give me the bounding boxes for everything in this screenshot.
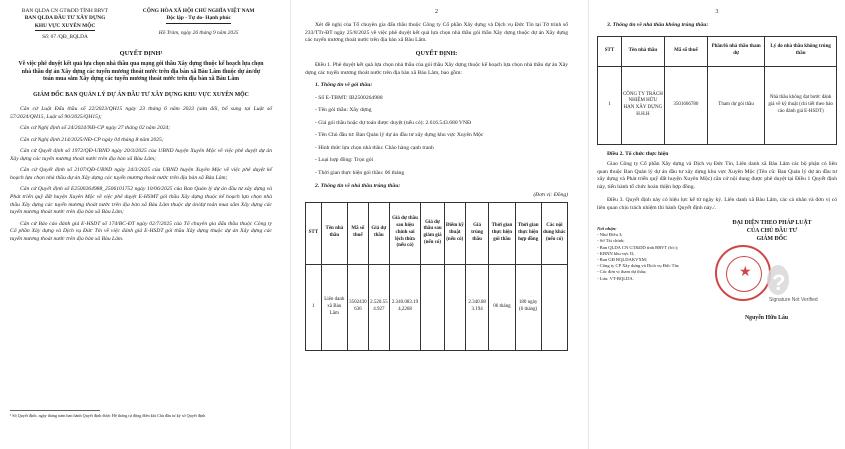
agency-name-line2: KHU VỰC XUYÊN MỘC [35,23,96,31]
column-header: STT [598,36,622,66]
country-name: CỘNG HÒA XÃ HỘI CHỦ NGHĨA VIỆT NAM [142,8,255,14]
column-header: Thời gian thực hiện hợp đồng [515,202,541,264]
document-page-3 [588,0,845,449]
footnote [10,410,206,419]
section-3-heading: 3. Thông tin về nhà thầu không trúng thầu: [607,22,709,29]
column-header: Giá dự thầu sau hiệu chỉnh sai lệch thừa (nếu có) [389,202,420,264]
table-cell [444,264,465,350]
column-header: Giá trúng thầu [465,202,489,264]
column-header: Thời gian thực hiện gói thầu [489,202,515,264]
info-line: - Loại hợp đồng: Trọn gói [315,157,374,164]
package-info [305,95,568,178]
column-header: Mã số thuế [664,36,707,66]
signature-status: Signature Not Verified [769,297,818,304]
losing-bidder-table [597,36,837,145]
table-row [306,264,568,350]
table-cell: 2.340.083.194,2268 [389,264,420,350]
basis-item: Căn cứ Quyết định số 2107/QĐ-UBND ngày 24/3/2025 của UBND huyện Xuyên Mộc về việc phê duyệt kế hoạch lựa chọn nhà thầu dự án Xây dựng các tuyến mương thoát nước trên địa bàn xã Bàu Lâm; [10,167,272,181]
table-cell: 3501666780 [664,66,707,144]
table-cell: Nhà thầu không đạt bước đánh giá về kỹ thuật (chi tiết theo báo cáo đánh giá E-HSDT) [765,66,837,144]
basis-item: Căn cứ Báo cáo đánh giá E-HSDT số 174/BC-ĐT ngày 02/7/2025 của Tổ chuyên gia đấu thầu thuộc Công ty Cổ phần Xây dựng và Dịch vụ Đức Tín về việc đánh giá E-HSDT gói thầu Xây dựng thuộc dự án Xây dựng các tuyến mương thoát nước trên địa bàn xã Bàu Lâm. [10,220,272,242]
table-cell: 1 [598,66,622,144]
national-motto [125,8,272,41]
document-number: Số: 07 /QĐ_BQLDA [42,33,88,40]
issue-date: Hồ Tràm, ngày 26 tháng 9 năm 2025 [158,29,239,36]
issuing-agency [10,8,120,41]
unit-note: (Đơn vị: Đồng) [533,192,568,199]
recipient-item: - Sở Tài chính; [597,238,625,244]
authority-line: GIÁM ĐỐC BAN QUẢN LÝ DỰ ÁN ĐẦU TƯ XÂY DỰNG KHU VỰC XUYÊN MỘC [33,92,249,99]
document-page-1 [0,0,282,449]
info-line: - Tên gói thầu: Xây dựng [315,107,372,114]
decision-title: QUYẾT ĐỊNH¹ [119,50,163,58]
info-line: - Giá gói thầu hoặc dự toán được duyệt (nếu có): 2.616.543.680 VNĐ [315,119,472,126]
signer-title: CỦA CHỦ ĐẦU TƯ [746,227,798,234]
column-header: Mã số thuế [347,202,368,264]
column-header: Lý do nhà thầu không trúng thầu [765,36,837,66]
recipient-item: - Như Điều 3; [597,232,623,238]
column-header: Điểm kỹ thuật (nếu có) [444,202,465,264]
signature-unverified-icon [767,265,789,295]
footnote-text: ¹ Số Quyết định, ngày tháng năm ban hành Quyết định được Hệ thống tự động điền khi Chủ đầu tư ký số Quyết định [10,413,206,419]
table-cell: 2.340.083.194 [465,264,489,350]
column-header: STT [306,202,322,264]
recipient-item: - Lưu: VT-BQLDA. [597,275,634,281]
column-header: Tên nhà thầu [321,202,347,264]
legal-bases [10,106,272,243]
recipient-item: - Công ty CP Xây dựng và Dịch vụ Đức Tín; [597,263,680,269]
column-header: Giá dự thầu sau giảm giá (nếu có) [421,202,445,264]
table-cell: Tham dự gói thầu [707,66,764,144]
table-cell: 180 ngày (6 tháng) [515,264,541,350]
signature-block [707,220,837,329]
signer-name: Nguyễn Hữu Lâu [745,315,789,322]
parent-agency: BAN QLDA CN GT&DD TỈNH BRVT [21,8,109,14]
table-cell: CÔNG TY TRÁCH NHIỆM HỮU HẠN XÂY DỰNG H.H.H [621,66,664,144]
table-header-row [598,36,837,66]
recipient-item: - Các đơn vị tham dự thầu; [597,269,647,275]
table-cell: 3502430636 [347,264,368,350]
basis-item: Căn cứ Luật Đấu thầu số 22/2023/QH15 ngày 23 tháng 6 năm 2023 (sửa đổi, bổ sung tại Luật số 57/2024/QH15, Luật số 90/2025/QH15); [10,106,272,120]
article-2-heading: Điều 2. Tổ chức thực hiện [607,150,669,157]
recipient-item: - KBNN khu vực II; [597,250,635,256]
star-icon: ★ [739,265,752,281]
page-number: 2 [435,9,438,15]
signer-title: ĐẠI DIỆN THEO PHÁP LUẬT [732,220,812,226]
info-line: - Tên Chủ đầu tư: Ban Quản lý dự án đầu tư xây dựng khu vực Xuyên Mộc [315,132,484,139]
column-header: Tên nhà thầu [621,36,664,66]
column-header: Các nội dung khác (nếu có) [541,202,567,264]
table-cell: 2.520.554.927 [368,264,389,350]
basis-item: Căn cứ Nghị định 214/2025/NĐ-CP ngày 04 tháng 8 năm 2025; [20,136,164,143]
basis-item: Căn cứ Quyết định số 1972/QĐ-UBND ngày 20/3/2025 của UBND huyện Xuyên Mộc về việc phê duyệt dự án Xây dựng các tuyến mương thoát nước trên địa bàn xã Bàu Lâm; [10,148,272,162]
table-cell [421,264,445,350]
section-2-heading: 2. Thông tin về nhà thầu trúng thầu: [315,182,401,189]
page-number: 3 [715,9,719,15]
motto: Độc lập - Tự do- Hạnh phúc [166,15,231,23]
table-cell: 06 tháng [489,264,515,350]
recipients-label: Nơi nhận: [597,226,617,231]
decision-heading: QUYẾT ĐỊNH: [415,49,458,57]
document-page-2 [290,0,580,449]
info-line: - Hình thức lựa chọn nhà thầu: Chào hàng cạnh tranh [315,144,434,151]
table-cell: 1 [306,264,322,350]
info-line: - Số E-TBMT: IB2500264988 [315,94,383,101]
official-seal [715,245,771,301]
recipients-list [597,226,707,282]
info-line: - Thời gian thực hiện gói thầu: 06 tháng [315,170,405,177]
column-header: Giá dự thầu [368,202,389,264]
column-header: Phần/lô nhà thầu tham dự [707,36,764,66]
table-row [598,66,837,144]
table-cell: Liên danh xã Bàu Lâm [321,264,347,350]
table-header-row [306,202,568,264]
document-header [10,8,272,41]
article-2-text: Giao Công ty Cổ phần Xây dựng và Dịch vụ Đức Tín, Liên danh xã Bàu Lâm các bộ phận có liên quan thuộc Ban Quản lý dự án đầu tư xây dựng khu vực Xuyên Mộc (Tên cũ: Ban Quản lý dự án đầu tư xây dựng và Phát triển quỹ đất huyện Xuyên Mộc) căn cứ nội dung được phê duyệt tại Điều 1 Quyết định này, tiến hành tổ chức hoàn thiện hợp đồng. [597,161,837,190]
recipient-item: - Ban QLDA CN GT&DD tỉnh BRVT (b/c); [597,244,679,250]
article-1: Điều 1. Phê duyệt kết quả lựa chọn nhà thầu của gói thầu Xây dựng thuộc kế hoạch lựa chọn nhà thầu dự án Xây dựng các tuyến mương thoát nước trên địa bàn xã Bàu Lâm, bao gồm: [305,62,568,76]
intro-paragraph: Xét đề nghị của Tổ chuyên gia đấu thầu thuộc Công ty Cổ phần Xây dựng và Dịch vụ Đức Tín tại Tờ trình số 233/TTr-ĐT ngày 25/8/2025 về việc phê duyệt kết quả lựa chọn nhà thầu gói thầu Xây dựng thuộc dự án Xây dựng các tuyến mương thoát nước trên địa bàn xã Bàu Lâm. [305,22,568,44]
agency-name-line1: BAN QLDA ĐẦU TƯ XÂY DỰNG [24,15,106,22]
article-3: Điều 3. Quyết định này có hiệu lực kể từ ngày ký. Liên danh xã Bàu Lâm, các cá nhân và đơn vị có liên quan chịu trách nhiệm thi hành Quyết định này./. [597,197,837,211]
section-1-heading: 1. Thông tin về gói thầu: [315,82,373,89]
basis-item: Căn cứ Nghị định số 24/2024/NĐ-CP ngày 27 tháng 02 năm 2024; [20,125,171,132]
basis-item: Căn cứ Quyết định số E2500264988_2506101752 ngày 10/06/2025 của Ban Quản lý dự án đầu tư xây dựng và Phát triển quỹ đất huyện Xuyên Mộc về việc phê duyệt E-HSMT gói thầu Xây dựng thuộc kế hoạch lựa chọn nhà thầu Xây dựng các tuyến mương thoát nước trên địa bàn xã Bàu Lâm thuộc dự án/dự toán mua sắm Xây dựng các tuyến mương thoát nước trên địa bàn xã Bàu Lâm; [10,186,272,216]
signer-title: GIÁM ĐỐC [756,235,788,242]
table-cell [541,264,567,350]
winning-bidder-table [305,202,568,351]
decision-subject: Về việc phê duyệt kết quả lựa chọn nhà thầu qua mạng gói thầu Xây dựng thuộc kế hoạch lựa chọn nhà thầu dự án Xây dựng các tuyến mương thoát nước trên địa bàn xã Bàu Lâm thuộc dự án/dự toán mua sắm Xây dựng các tuyến mương thoát nước trên địa bàn xã Bàu Lâm [18,60,264,83]
recipient-item: - Ban GĐ BQLDAKVXM; [597,256,648,262]
